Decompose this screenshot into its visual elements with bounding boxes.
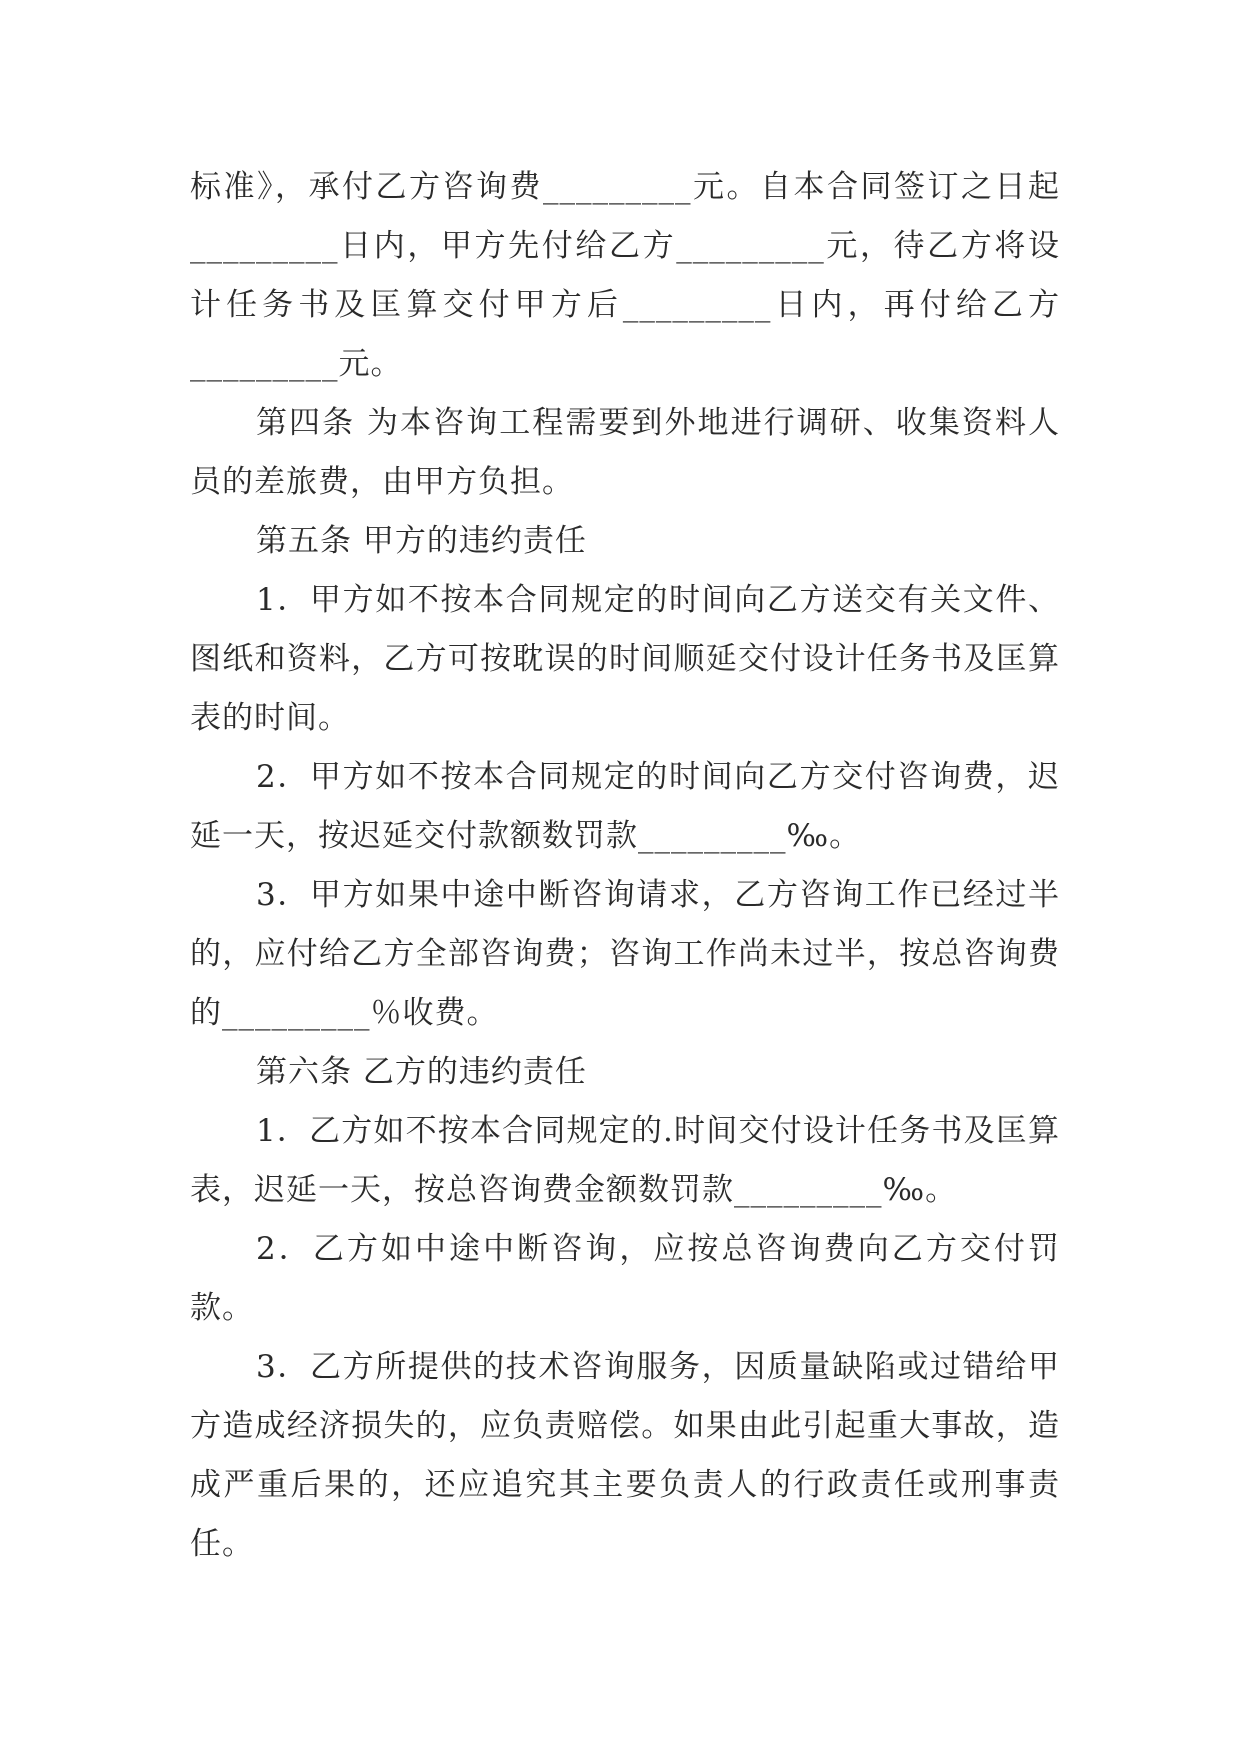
document-body	[190, 158, 1060, 1574]
article-6-clause-3: 3．乙方所提供的技术咨询服务，因质量缺陷或过错给甲方造成经济损失的，应负责赔偿。如果由此引起重大事故，造成严重后果的，还应追究其主要负责人的行政责任或刑事责任。	[190, 1349, 1060, 1562]
article-5-clause-1: 1．甲方如不按本合同规定的时间向乙方送交有关文件、图纸和资料，乙方可按耽误的时间顺延交付设计任务书及匡算表的时间。	[190, 582, 1060, 736]
article-5-clause-2: 2．甲方如不按本合同规定的时间向乙方交付咨询费，迟延一天，按迟延交付款额数罚款_________‰。	[190, 759, 1060, 854]
article-4-travel-expenses: 第四条 为本咨询工程需要到外地进行调研、收集资料人员的差旅费，由甲方负担。	[190, 405, 1060, 500]
article-5-clause-3: 3．甲方如果中途中断咨询请求，乙方咨询工作已经过半的，应付给乙方全部咨询费；咨询工作尚未过半，按总咨询费的_________％收费。	[190, 877, 1060, 1031]
article-6-heading: 第六条 乙方的违约责任	[256, 1054, 587, 1090]
article-6-clause-2: 2．乙方如中途中断咨询，应按总咨询费向乙方交付罚款。	[190, 1231, 1060, 1326]
contract-paragraph-payment-terms: 标准》，承付乙方咨询费_________元。自本合同签订之日起_________日内，甲方先付给乙方_________元，待乙方将设计任务书及匡算交付甲方后_________日内，再付给乙方_________元。	[190, 169, 1060, 382]
article-5-heading: 第五条 甲方的违约责任	[256, 523, 587, 559]
article-6-clause-1: 1．乙方如不按本合同规定的.时间交付设计任务书及匡算表，迟延一天，按总咨询费金额数罚款_________‰。	[190, 1113, 1060, 1208]
